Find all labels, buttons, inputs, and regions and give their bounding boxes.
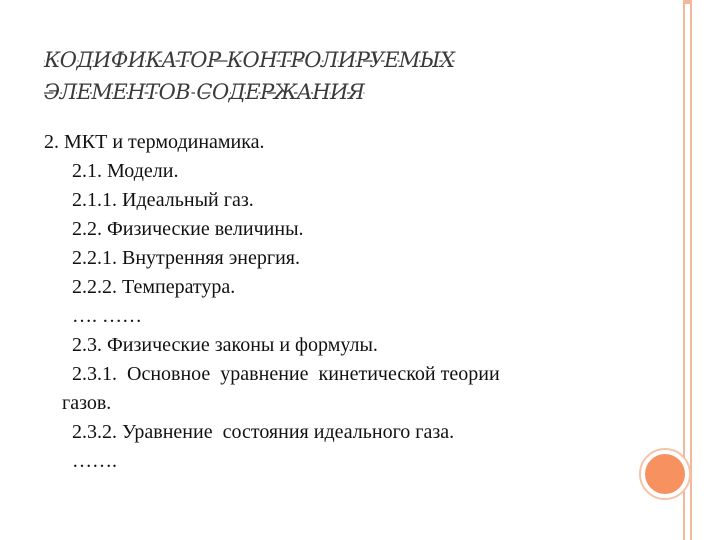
frame-line-right	[690, 0, 692, 540]
list-item: …….	[72, 450, 117, 472]
list-item: 2.3.1. Основное уравнение кинетической теории	[72, 363, 500, 385]
list-item: 2.1.1. Идеальный газ.	[72, 189, 254, 211]
slide-title	[44, 44, 604, 108]
content-list	[44, 128, 634, 476]
list-item-continuation: газов.	[62, 392, 112, 414]
list-item: 2.3. Физические законы и формулы.	[72, 334, 378, 356]
list-item: …. ……	[72, 305, 142, 327]
list-item: 2.3.2. Уравнение состояния идеального газа.	[72, 421, 455, 443]
list-item: 2.1. Модели.	[72, 160, 179, 182]
circle-decoration-icon	[645, 454, 685, 494]
list-item: 2.2. Физические величины.	[72, 218, 304, 240]
list-item: 2.2.1. Внутренняя энергия.	[72, 247, 300, 269]
title-line-1: КОДИФИКАТОР КОНТРОЛИРУЕМЫХ	[44, 48, 455, 72]
section-heading: 2. МКТ и термодинамика.	[44, 131, 265, 153]
title-line-2: ЭЛЕМЕНТОВ СОДЕРЖАНИЯ	[44, 80, 365, 104]
list-item: 2.2.2. Температура.	[72, 276, 236, 298]
